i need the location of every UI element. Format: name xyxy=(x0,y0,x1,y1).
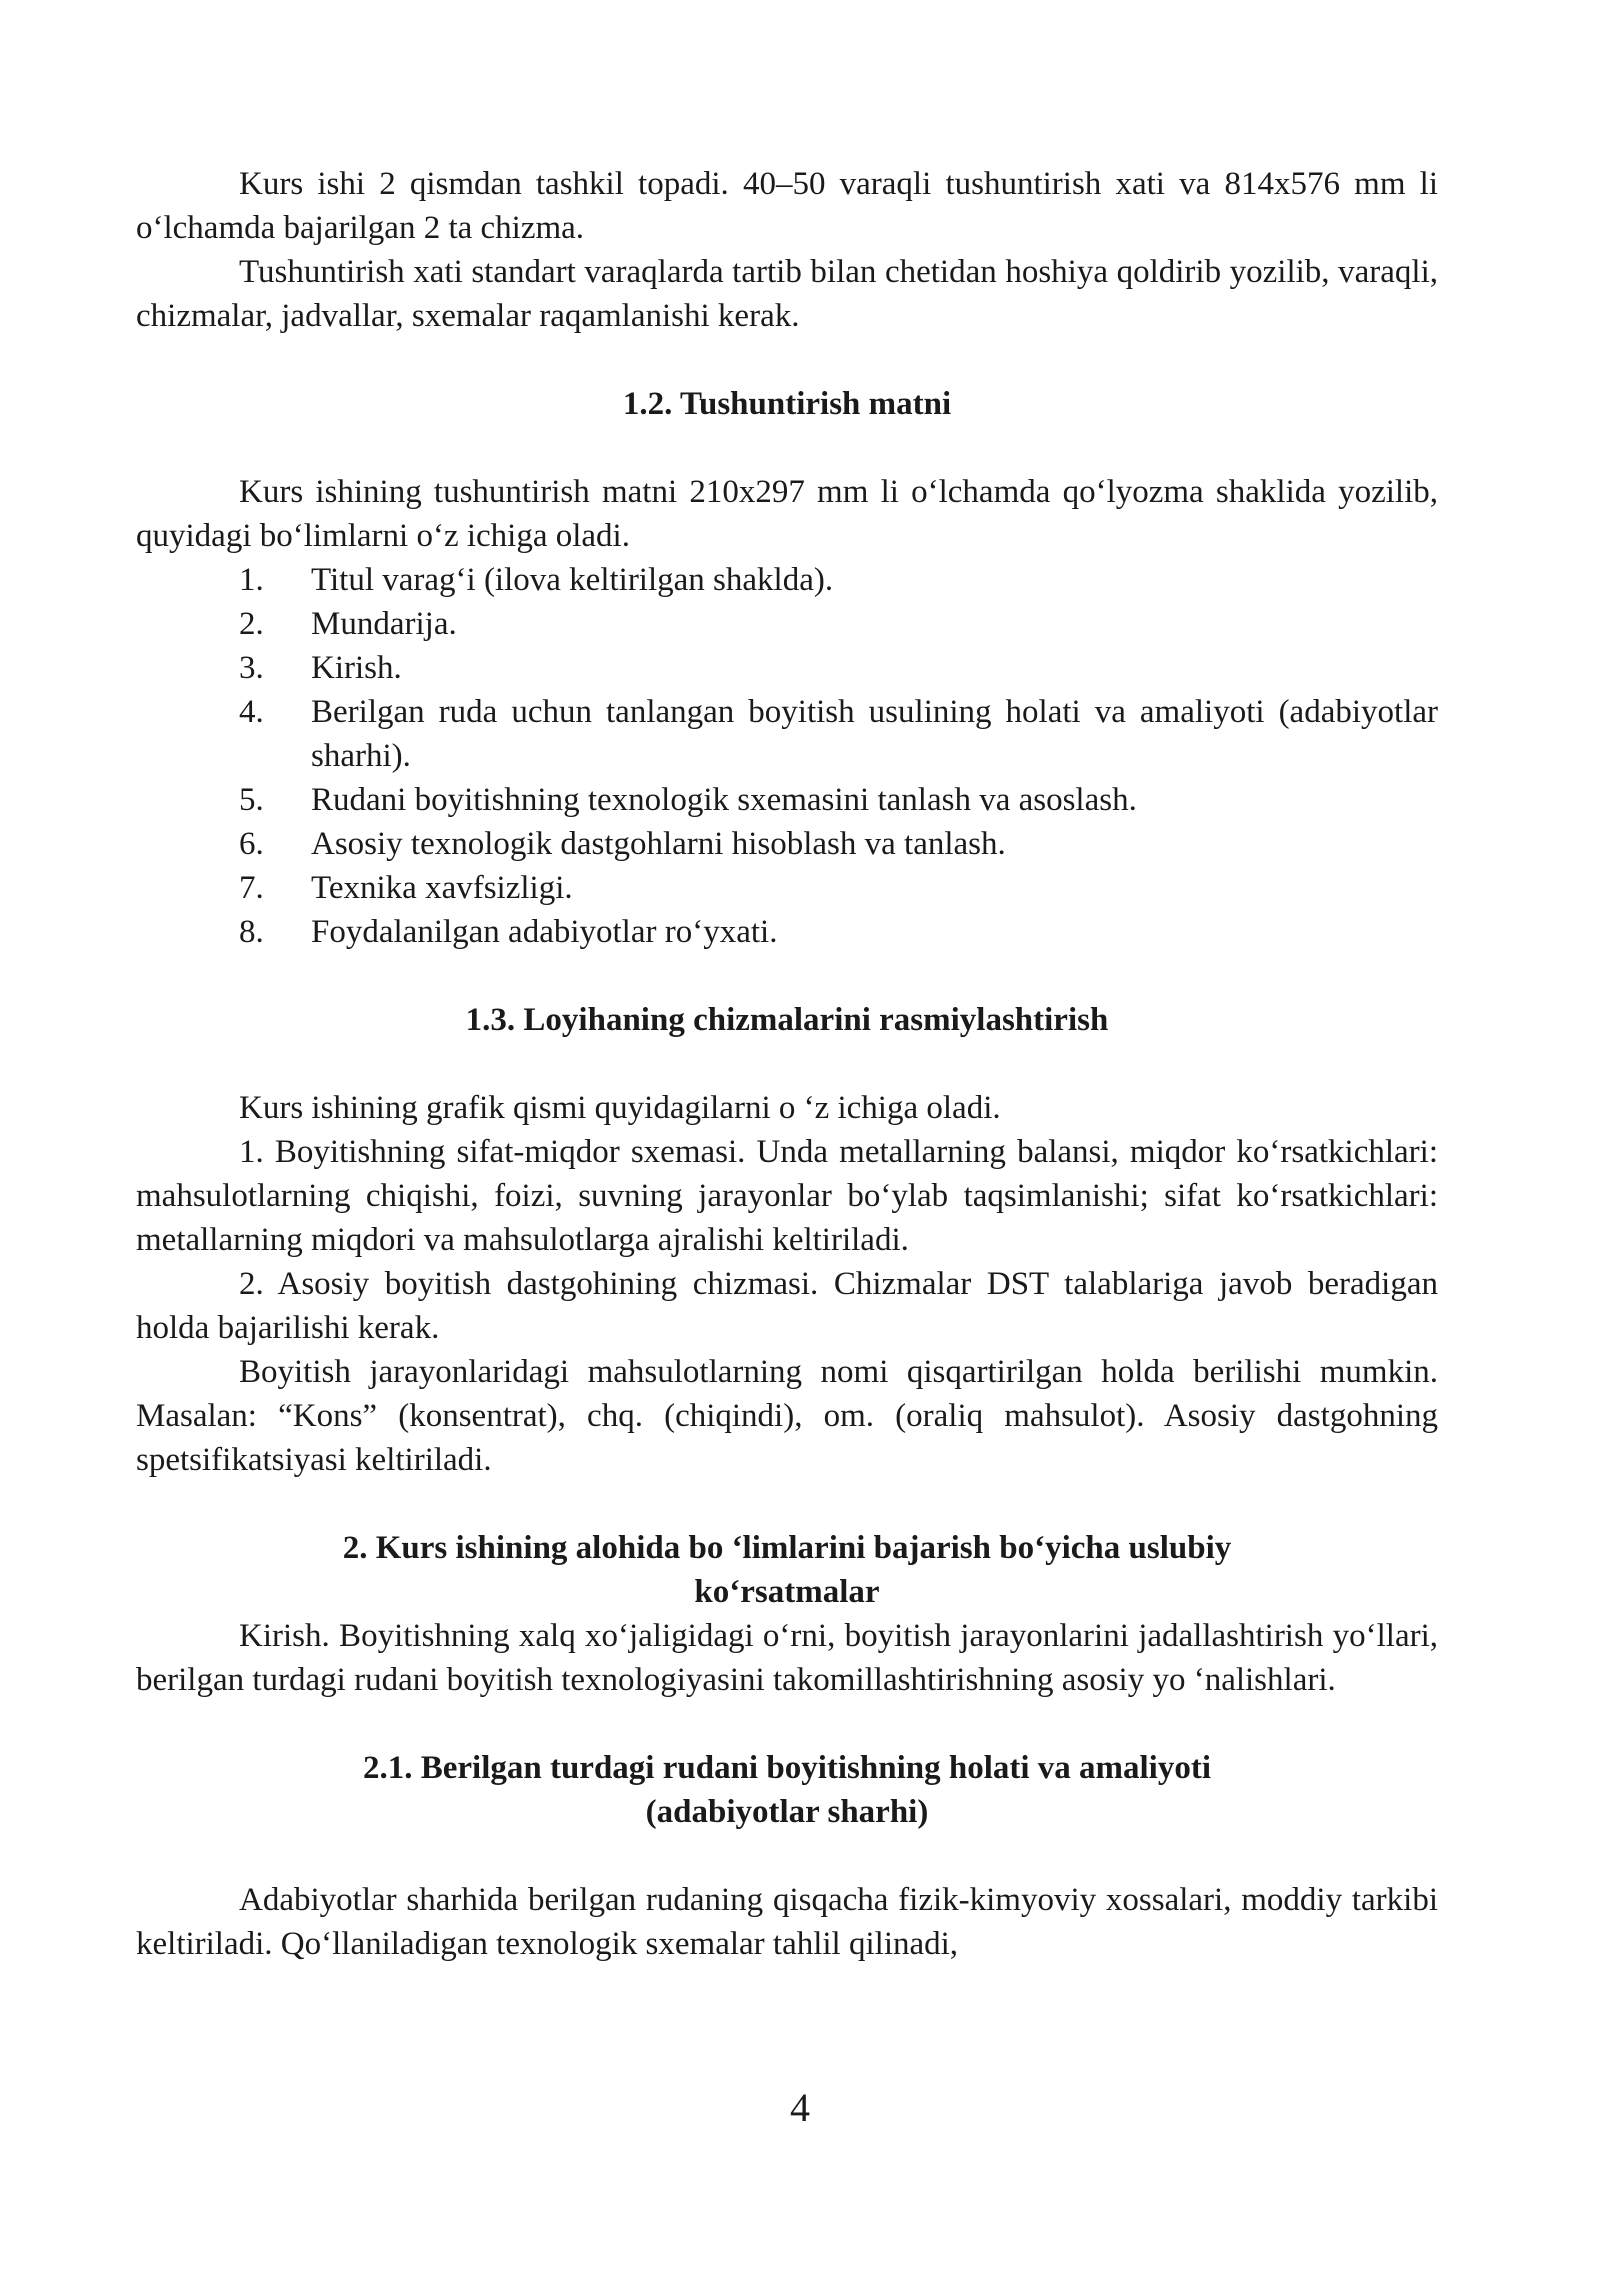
list-item-text: Berilgan ruda uchun tanlangan boyitish usulining holati va amaliyoti (adabiyotlar sharhi). xyxy=(311,694,1438,774)
section-2-heading-line-1: 2. Kurs ishining alohida bo ‘limlarini bajarish bo‘yicha uslubiy xyxy=(342,1530,1232,1566)
list-item-text: Foydalanilgan adabiyotlar ro‘yxati. xyxy=(311,914,778,950)
list-item-text: Kirish. xyxy=(311,650,402,686)
section-2-1-paragraph: Adabiyotlar sharhida berilgan rudaning qisqacha fizik-kimyoviy xossalari, moddiy tarkibi keltiriladi. Qo‘llaniladigan texnologik sxemalar tahlil qilinadi, xyxy=(136,1882,1438,1962)
list-item-number: 3. xyxy=(239,650,264,686)
section-2-paragraph: Kirish. Boyitishning xalq xo‘jaligidagi o‘rni, boyitish jarayonlarini jadallashtirish yo‘llari, berilgan turdagi rudani boyitish texnologiyasini takomillashtirishning asosiy yo ‘nalishlari. xyxy=(136,1618,1438,1698)
section-2-1-heading-line-2: (adabiyotlar sharhi) xyxy=(645,1794,929,1830)
section-1-3-paragraph-2: 1. Boyitishning sifat-miqdor sxemasi. Unda metallarning balansi, miqdor ko‘rsatkichlari: mahsulotlarning chiqishi, foizi, suvning jarayonlar bo‘ylab taqsimlanishi; sifat ko‘rsatkichlari: metallarning miqdori va mahsulotlarga ajralishi keltiriladi. xyxy=(136,1134,1438,1258)
list-item-text: Texnika xavfsizligi. xyxy=(311,870,573,906)
section-1-2-heading: 1.2. Tushuntirish matni xyxy=(622,386,952,422)
list-item-text: Asosiy texnologik dastgohlarni hisoblash va tanlash. xyxy=(311,826,1006,862)
list-item-number: 4. xyxy=(239,694,264,730)
list-item-number: 1. xyxy=(239,562,264,598)
list-item-number: 8. xyxy=(239,914,264,950)
list-item xyxy=(136,602,1438,646)
section-1-3-heading: 1.3. Loyihaning chizmalarini rasmiylashtirish xyxy=(465,1002,1109,1038)
list-item-text: Titul varag‘i (ilova keltirilgan shaklda). xyxy=(311,562,834,598)
section-1-3-paragraph-4: Boyitish jarayonlaridagi mahsulotlarning nomi qisqartirilgan holda berilishi mumkin. Masalan: “Kons” (konsentrat), chq. (chiqindi), om. (oraliq mahsulot). Asosiy dastgohning spetsifikatsiyasi keltiriladi. xyxy=(136,1354,1438,1478)
list-item-text: Mundarija. xyxy=(311,606,457,642)
list-item-number: 6. xyxy=(239,826,264,862)
list-item xyxy=(136,690,1438,778)
list-item xyxy=(136,778,1438,822)
list-item-text: Rudani boyitishning texnologik sxemasini tanlash va asoslash. xyxy=(311,782,1137,818)
list-item-number: 2. xyxy=(239,606,264,642)
page-number: 4 xyxy=(790,2085,810,2130)
section-2-1-heading xyxy=(136,1746,1438,1834)
list-item xyxy=(136,822,1438,866)
section-1-3-paragraph-1: Kurs ishining grafik qismi quyidagilarni o ‘z ichiga oladi. xyxy=(239,1090,1001,1126)
list-item-number: 7. xyxy=(239,870,264,906)
section-1-2-paragraph: Kurs ishining tushuntirish matni 210x297 mm li o‘lchamda qo‘lyozma shaklida yozilib, quyidagi bo‘limlarni o‘z ichiga oladi. xyxy=(136,474,1438,554)
list-item xyxy=(136,646,1438,690)
contents-list xyxy=(136,558,1438,954)
list-item xyxy=(136,866,1438,910)
list-item xyxy=(136,558,1438,602)
intro-paragraph-2: Tushuntirish xati standart varaqlarda tartib bilan chetidan hoshiya qoldirib yozilib, varaqli, chizmalar, jadvallar, sxemalar raqamlanishi kerak. xyxy=(136,254,1438,334)
section-2-heading-line-2: ko‘rsatmalar xyxy=(694,1574,880,1610)
section-1-3-paragraph-3: 2. Asosiy boyitish dastgohining chizmasi. Chizmalar DST talablariga javob beradigan holda bajarilishi kerak. xyxy=(136,1266,1438,1346)
section-2-heading xyxy=(136,1526,1438,1614)
list-item-number: 5. xyxy=(239,782,264,818)
intro-paragraph-1: Kurs ishi 2 qismdan tashkil topadi. 40–50 varaqli tushuntirish xati va 814x576 mm li o‘lchamda bajarilgan 2 ta chizma. xyxy=(136,166,1438,246)
list-item xyxy=(136,910,1438,954)
section-2-1-heading-line-1: 2.1. Berilgan turdagi rudani boyitishning holati va amaliyoti xyxy=(362,1750,1212,1786)
